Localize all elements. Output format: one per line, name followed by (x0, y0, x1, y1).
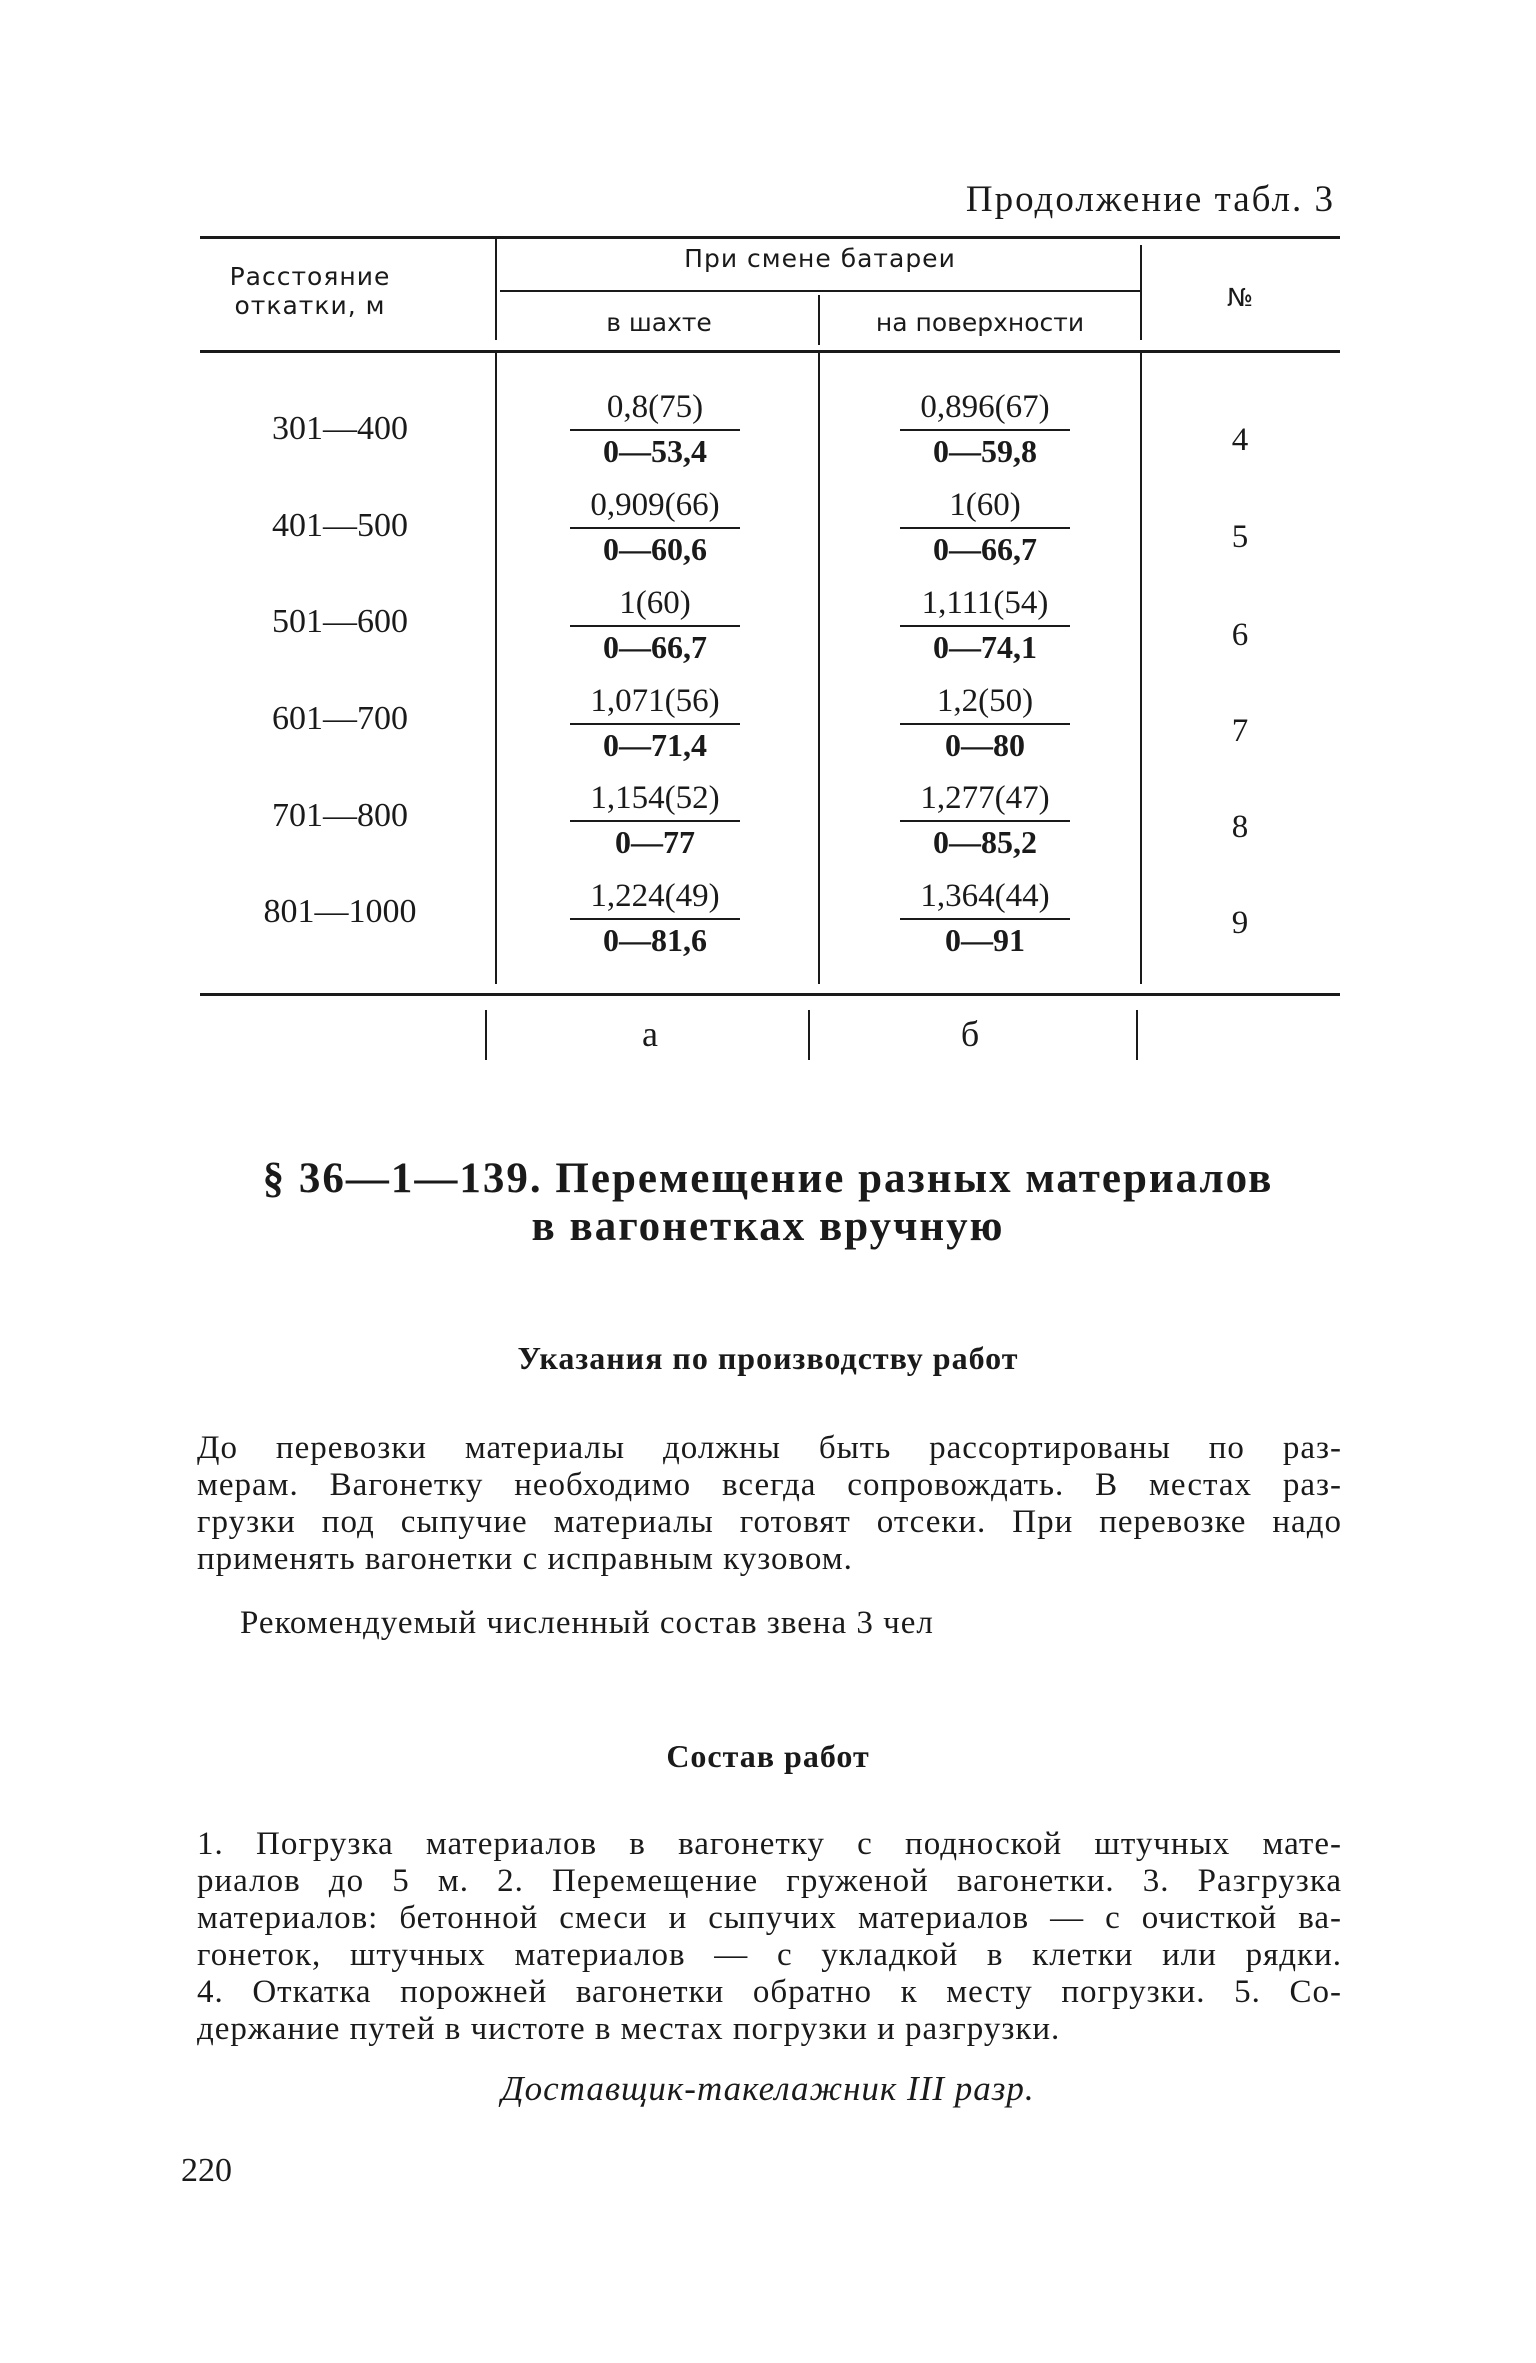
paragraph-line: До перевозки материалы должны быть рассортированы по раз- (197, 1430, 1342, 1466)
col-divider-2-body (818, 352, 820, 984)
cell-a-denominator: 0—66,7 (603, 629, 707, 665)
fraction-bar (900, 625, 1070, 627)
paragraph-line: держание путей в чистоте в местах погрузки и разгрузки. (197, 2011, 1061, 2047)
footer-col-b: б (960, 1014, 980, 1054)
row-distance: 601—700 (272, 700, 408, 737)
col-divider-1-footer (485, 1010, 487, 1060)
cell-b-fraction (885, 584, 1085, 665)
header-col-no: № (1226, 283, 1253, 312)
fraction-bar (900, 429, 1070, 431)
fraction-bar (570, 918, 740, 920)
cell-a-numerator: 1,154(52) (590, 780, 720, 816)
cell-b-numerator: 1,364(44) (920, 878, 1050, 914)
row-distance: 501—600 (272, 603, 408, 640)
cell-b-fraction (885, 682, 1085, 763)
work-paragraph (197, 1826, 1342, 2048)
header-col-b: на поверхности (875, 308, 1085, 337)
fraction-bar (570, 429, 740, 431)
fraction-bar (570, 625, 740, 627)
header-distance (210, 262, 410, 320)
header-group: При смене батареи (684, 244, 956, 273)
col-divider-1-body (495, 352, 497, 984)
cell-b-numerator: 0,896(67) (920, 389, 1050, 425)
row-distance: 801—1000 (263, 893, 417, 930)
cell-b-denominator: 0—74,1 (933, 629, 1037, 665)
fraction-bar (570, 723, 740, 725)
col-divider-1-header (495, 236, 497, 340)
cell-a-denominator: 0—77 (615, 824, 695, 860)
cell-b-denominator: 0—91 (945, 922, 1025, 958)
footer-col-a: а (642, 1014, 658, 1054)
row-number: 8 (1231, 809, 1249, 845)
row-distance: 301—400 (272, 410, 408, 447)
cell-a-fraction (555, 779, 755, 860)
cell-b-denominator: 0—66,7 (933, 531, 1037, 567)
header-bottom-rule (200, 350, 1340, 353)
cell-a-numerator: 0,909(66) (590, 487, 720, 523)
fraction-bar (900, 820, 1070, 822)
header-distance-text: Расстояние откатки, м (229, 262, 391, 320)
paragraph-line: грузки под сыпучие материалы готовят отсеки. При перевозке надо (197, 1504, 1342, 1540)
cell-b-numerator: 1,2(50) (936, 683, 1034, 719)
paragraph-line: материалов: бетонной смеси и сыпучих материалов — с очисткой ва- (197, 1900, 1342, 1936)
col-divider-2-footer (808, 1010, 810, 1060)
table-caption: Продолжение табл. 3 (965, 179, 1335, 220)
table-top-rule (200, 236, 1340, 239)
cell-a-numerator: 1(60) (619, 585, 691, 621)
header-col-a: в шахте (606, 308, 712, 337)
cell-b-fraction (885, 388, 1085, 469)
cell-b-fraction (885, 779, 1085, 860)
paragraph-line: риалов до 5 м. 2. Перемещение груженой вагонетки. 3. Разгрузка (197, 1863, 1342, 1899)
row-distance: 401—500 (272, 507, 408, 544)
cell-b-numerator: 1,111(54) (921, 585, 1049, 621)
paragraph-line: 1. Погрузка материалов в вагонетку с подноской штучных мате- (197, 1826, 1342, 1862)
fraction-bar (570, 527, 740, 529)
instructions-heading: Указания по производству работ (517, 1340, 1019, 1376)
cell-b-denominator: 0—59,8 (933, 433, 1037, 469)
cell-b-denominator: 0—85,2 (933, 824, 1037, 860)
cell-a-fraction (555, 877, 755, 958)
fraction-bar (900, 918, 1070, 920)
cell-a-fraction (555, 682, 755, 763)
row-number: 9 (1231, 905, 1249, 941)
page-number: 220 (181, 2152, 232, 2189)
group-header-rule (500, 290, 1140, 292)
work-heading: Состав работ (666, 1738, 870, 1774)
cell-a-fraction (555, 584, 755, 665)
row-number: 4 (1231, 422, 1249, 458)
cell-b-fraction (885, 486, 1085, 567)
cell-b-denominator: 0—80 (945, 727, 1025, 763)
fraction-bar (900, 723, 1070, 725)
cell-a-denominator: 0—81,6 (603, 922, 707, 958)
row-number: 6 (1231, 617, 1249, 653)
cell-b-fraction (885, 877, 1085, 958)
table-bottom-rule (200, 993, 1340, 996)
row-distance: 701—800 (272, 797, 408, 834)
crew-size: Рекомендуемый численный состав звена 3 чел (240, 1605, 934, 1641)
cell-a-denominator: 0—71,4 (603, 727, 707, 763)
paragraph-line: применять вагонетки с исправным кузовом. (197, 1541, 853, 1577)
cell-a-numerator: 1,224(49) (590, 878, 720, 914)
row-number: 7 (1231, 713, 1249, 749)
paragraph-line: мерам. Вагонетку необходимо всегда сопровождать. В местах раз- (197, 1467, 1342, 1503)
profession: Доставщик-такелажник III разр. (501, 2069, 1035, 2108)
cell-a-denominator: 0—53,4 (603, 433, 707, 469)
section-title-line-1: § 36—1—139. Перемещение разных материалов (262, 1155, 1274, 1202)
paragraph-line: гонеток, штучных материалов — с укладкой в клетки или рядки. (197, 1937, 1342, 1973)
fraction-bar (900, 527, 1070, 529)
fraction-bar (570, 820, 740, 822)
cell-a-fraction (555, 486, 755, 567)
cell-a-denominator: 0—60,6 (603, 531, 707, 567)
section-title-line-2: в вагонетках вручную (531, 1203, 1005, 1250)
cell-b-numerator: 1(60) (949, 487, 1021, 523)
cell-a-numerator: 0,8(75) (606, 389, 704, 425)
cell-a-fraction (555, 388, 755, 469)
cell-a-numerator: 1,071(56) (590, 683, 720, 719)
cell-b-numerator: 1,277(47) (920, 780, 1050, 816)
col-divider-3-footer (1136, 1010, 1138, 1060)
paragraph-line: 4. Откатка порожней вагонетки обратно к месту погрузки. 5. Со- (197, 1974, 1342, 2010)
instructions-paragraph (197, 1430, 1342, 1578)
row-number: 5 (1231, 519, 1249, 555)
